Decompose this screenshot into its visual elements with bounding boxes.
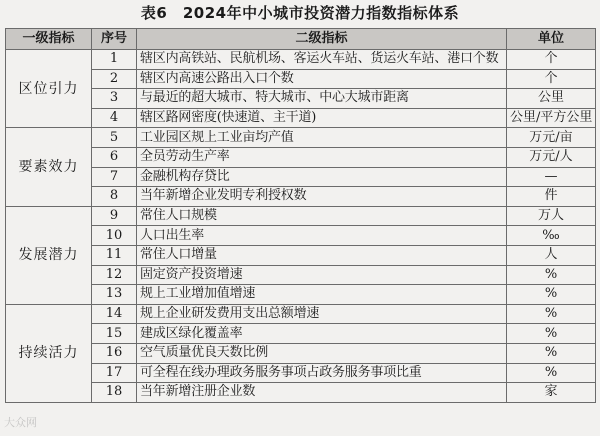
unit-cell: —: [507, 167, 596, 187]
seq-cell: 1: [92, 50, 137, 70]
header-unit: 单位: [507, 29, 596, 50]
category-cell: 区位引力: [6, 50, 92, 128]
seq-cell: 18: [92, 383, 137, 403]
table-body: [6, 50, 596, 403]
unit-cell: 家: [507, 383, 596, 403]
seq-cell: 5: [92, 128, 137, 148]
category-cell: 要素效力: [6, 128, 92, 206]
unit-cell: 万人: [507, 206, 596, 226]
table-row: [6, 128, 596, 148]
category-cell: 持续活力: [6, 304, 92, 402]
unit-cell: ‰: [507, 226, 596, 246]
seq-cell: 10: [92, 226, 137, 246]
indicator-table: [5, 28, 596, 403]
seq-cell: 15: [92, 324, 137, 344]
indicator-name-cell: 全员劳动生产率: [137, 147, 507, 167]
unit-cell: 件: [507, 187, 596, 207]
table-row: [6, 187, 596, 207]
table-row: [6, 147, 596, 167]
unit-cell: %: [507, 343, 596, 363]
table-row: [6, 324, 596, 344]
seq-cell: 16: [92, 343, 137, 363]
unit-cell: %: [507, 304, 596, 324]
unit-cell: %: [507, 265, 596, 285]
indicator-name-cell: 空气质量优良天数比例: [137, 343, 507, 363]
category-cell: 发展潜力: [6, 206, 92, 304]
table-row: [6, 265, 596, 285]
table-row: [6, 167, 596, 187]
seq-cell: 11: [92, 245, 137, 265]
indicator-name-cell: 建成区绿化覆盖率: [137, 324, 507, 344]
table-row: [6, 206, 596, 226]
table-row: [6, 89, 596, 109]
seq-cell: 3: [92, 89, 137, 109]
table-row: [6, 363, 596, 383]
indicator-name-cell: 人口出生率: [137, 226, 507, 246]
unit-cell: %: [507, 324, 596, 344]
unit-cell: 公里/平方公里: [507, 108, 596, 128]
indicator-name-cell: 当年新增注册企业数: [137, 383, 507, 403]
table-row: [6, 226, 596, 246]
table-row: [6, 383, 596, 403]
header-level1: 一级指标: [6, 29, 92, 50]
seq-cell: 4: [92, 108, 137, 128]
indicator-name-cell: 常住人口规模: [137, 206, 507, 226]
indicator-name-cell: 规上工业增加值增速: [137, 285, 507, 305]
indicator-name-cell: 辖区内高速公路出入口个数: [137, 69, 507, 89]
unit-cell: 个: [507, 69, 596, 89]
watermark: 大众网: [4, 416, 37, 429]
indicator-name-cell: 工业园区规上工业亩均产值: [137, 128, 507, 148]
indicator-name-cell: 可全程在线办理政务服务事项占政务服务事项比重: [137, 363, 507, 383]
seq-cell: 2: [92, 69, 137, 89]
indicator-name-cell: 金融机构存贷比: [137, 167, 507, 187]
seq-cell: 7: [92, 167, 137, 187]
seq-cell: 9: [92, 206, 137, 226]
indicator-name-cell: 与最近的超大城市、特大城市、中心大城市距离: [137, 89, 507, 109]
table-row: [6, 245, 596, 265]
unit-cell: 个: [507, 50, 596, 70]
table-row: [6, 50, 596, 70]
indicator-name-cell: 规上企业研发费用支出总额增速: [137, 304, 507, 324]
unit-cell: %: [507, 285, 596, 305]
seq-cell: 14: [92, 304, 137, 324]
seq-cell: 12: [92, 265, 137, 285]
unit-cell: %: [507, 363, 596, 383]
indicator-name-cell: 当年新增企业发明专利授权数: [137, 187, 507, 207]
indicator-name-cell: 辖区内高铁站、民航机场、客运火车站、货运火车站、港口个数: [137, 50, 507, 70]
indicator-name-cell: 固定资产投资增速: [137, 265, 507, 285]
seq-cell: 6: [92, 147, 137, 167]
unit-cell: 万元/人: [507, 147, 596, 167]
table-row: [6, 108, 596, 128]
unit-cell: 公里: [507, 89, 596, 109]
table-row: [6, 285, 596, 305]
indicator-name-cell: 辖区路网密度(快速道、主干道): [137, 108, 507, 128]
seq-cell: 17: [92, 363, 137, 383]
unit-cell: 万元/亩: [507, 128, 596, 148]
table-title: 表6 2024年中小城市投资潜力指数指标体系: [140, 4, 460, 22]
table-row: [6, 69, 596, 89]
unit-cell: 人: [507, 245, 596, 265]
header-level2: 二级指标: [137, 29, 507, 50]
header-row: [6, 29, 596, 50]
table-row: [6, 304, 596, 324]
header-seq: 序号: [92, 29, 137, 50]
indicator-name-cell: 常住人口增量: [137, 245, 507, 265]
table-row: [6, 343, 596, 363]
seq-cell: 13: [92, 285, 137, 305]
seq-cell: 8: [92, 187, 137, 207]
